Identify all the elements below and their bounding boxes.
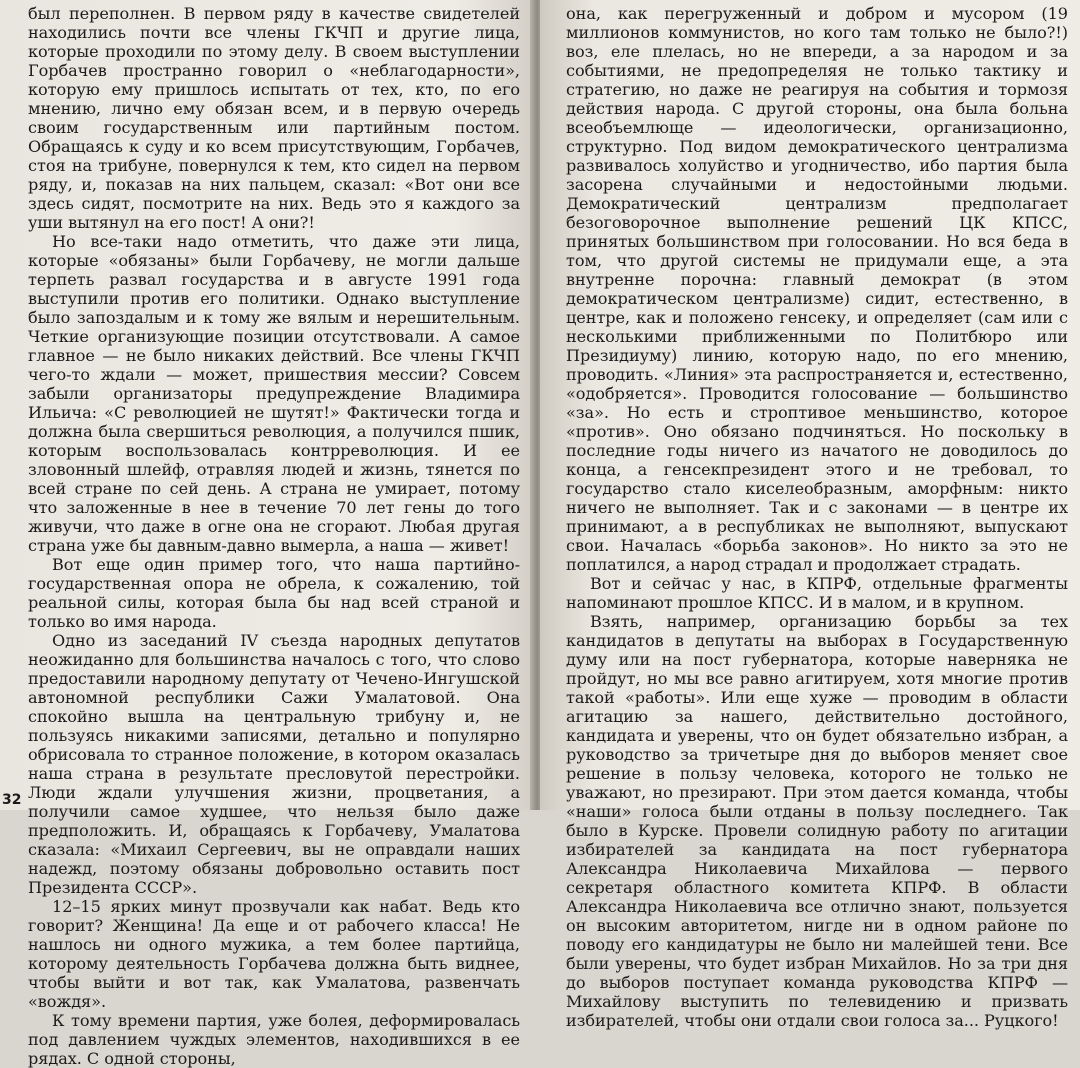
paragraph: К тому времени партия, уже болея, деформировалась под давлением чуждых элементов, находившихся в ее рядах. С одной стороны, [28, 1011, 520, 1068]
right-page [540, 0, 1080, 1030]
paragraph: 12–15 ярких минут прозвучали как набат. Ведь кто говорит? Женщина! Да еще и от рабочего класса! Не нашлось ни одного мужика, а тем более партийца, которому деятельность Горбачева должна быть виднее, чтобы выйти и вот так, как Умалатова, развенчать «вождя». [28, 897, 520, 1011]
right-page-text [566, 4, 1068, 1030]
paragraph: был переполнен. В первом ряду в качестве свидетелей находились почти все члены ГКЧП и другие лица, которые проходили по этому делу. В своем выступлении Горбачев пространно говорил о «неблагодарности», которую ему пришлось испытать от тех, кто, по его мнению, лично ему обязан всем, и в первую очередь своим государственным или партийным постом. Обращаясь к суду и ко всем присутствующим, Горбачев, стоя на трибуне, повернулся к тем, кто сидел на первом ряду, и, показав на них пальцем, сказал: «Вот они все здесь сидят, посмотрите на них. Ведь это я каждого за уши вытянул на его пост! А они?! [28, 4, 520, 232]
paragraph: Взять, например, организацию борьбы за тех кандидатов в депутаты на выборах в Государственную думу или на пост губернатора, которые наверняка не пройдут, но мы все равно агитируем, хотя многие против такой «работы». Или еще хуже — проводим в области агитацию за нашего, действительно достойного, кандидата и уверены, что он будет обязательно избран, а руководство за тричетыре дня до выборов меняет свое решение в пользу человека, которого не только не уважают, но презирают. При этом дается команда, чтобы «наши» голоса были отданы в пользу последнего. Так было в Курске. Провели солидную работу по агитации избирателей за кандидата на пост губернатора Александра Николаевича Михайлова — первого секретаря областного комитета КПРФ. В области Александра Николаевича все отлично знают, пользуется он высоким авторитетом, нигде ни в одном районе по поводу его кандидатуры не было ни малейшей тени. Все были уверены, что будет избран Михайлов. Но за три дня до выборов поступает команда руководства КПРФ — Михайлову выступить по телевидению и призвать избирателей, чтобы они отдали свои голоса за... Руцкого! [566, 612, 1068, 1030]
paragraph: Одно из заседаний IV съезда народных депутатов неожиданно для большинства началось с того, что слово предоставили народному депутату от Чечено-Ингушской автономной республики Сажи Умалатовой. Она спокойно вышла на центральную трибуну и, не пользуясь никакими записями, детально и популярно обрисовала то странное положение, в котором оказалась наша страна в результате пресловутой перестройки. Люди ждали улучшения жизни, процветания, а получили самое худшее, что нельзя было даже предположить. И, обращаясь к Горбачеву, Умалатова сказала: «Михаил Сергеевич, вы не оправдали наших надежд, поэтому обязаны добровольно оставить пост Президента СССР». [28, 631, 520, 897]
paragraph: Но все-таки надо отметить, что даже эти лица, которые «обязаны» были Горбачеву, не могли дальше терпеть развал государства и в августе 1991 года выступили против его политики. Однако выступление было запоздалым и к тому же вялым и нерешительным. Четкие организующие позиции отсутствовали. А самое главное — не было никаких действий. Все члены ГКЧП чего-то ждали — может, пришествия мессии? Совсем забыли организаторы предупреждение Владимира Ильича: «С революцией не шутят!» Фактически тогда и должна была свершиться революция, а получился пшик, которым воспользовалась контрреволюция. И ее зловонный шлейф, отравляя людей и жизнь, тянется по всей стране по сей день. А страна не умирает, потому что заложенные в нее в течение 70 лет гены до того живучи, что даже в огне она не сгорают. Любая другая страна уже бы давным-давно вымерла, а наша — живет! [28, 232, 520, 555]
paragraph: Вот еще один пример того, что наша партийно-государственная опора не обрела, к сожалению, той реальной силы, которая была бы над всей страной и только во имя народа. [28, 555, 520, 631]
page-number: 32 [2, 792, 22, 808]
paragraph: Вот и сейчас у нас, в КПРФ, отдельные фрагменты напоминают прошлое КПСС. И в малом, и в крупном. [566, 574, 1068, 612]
left-page [0, 0, 534, 1068]
paragraph: она, как перегруженный и добром и мусором (19 миллионов коммунистов, но кого там только не было?!) воз, еле плелась, но не впереди, а за народом и за событиями, не предопределяя не только тактику и стратегию, но даже не реагируя на события и тормозя действия народа. С другой стороны, она была больна всеобъемлюще — идеологически, организационно, структурно. Под видом демократического централизма развивалось холуйство и угодничество, ибо партия была засорена случайными и недостойными людьми. Демократический централизм предполагает безоговорочное выполнение решений ЦК КПСС, принятых большинством при голосовании. Но вся беда в том, что другой системы не придумали еще, а эта внутренне порочна: главный демократ (в этом демократическом централизме) сидит, естественно, в центре, как и положено генсеку, и определяет (сам или с несколькими приближенными по Политбюро или Президиуму) линию, которую надо, по его мнению, проводить. «Линия» эта распространяется и, естественно, «одобряется». Проводится голосование — большинство «за». Но есть и строптивое меньшинство, которое «против». Оно обязано подчиняться. Но поскольку в последние годы ничего из начатого не доводилось до конца, а генсекпрезидент этого и не требовал, то государство стало киселеобразным, аморфным: никто ничего не выполняет. Так и с законами — в центре их принимают, а в республиках не выполняют, выпускают свои. Началась «борьба законов». Но никто за это не поплатился, а народ страдал и продолжает страдать. [566, 4, 1068, 574]
left-page-text [28, 4, 520, 1068]
